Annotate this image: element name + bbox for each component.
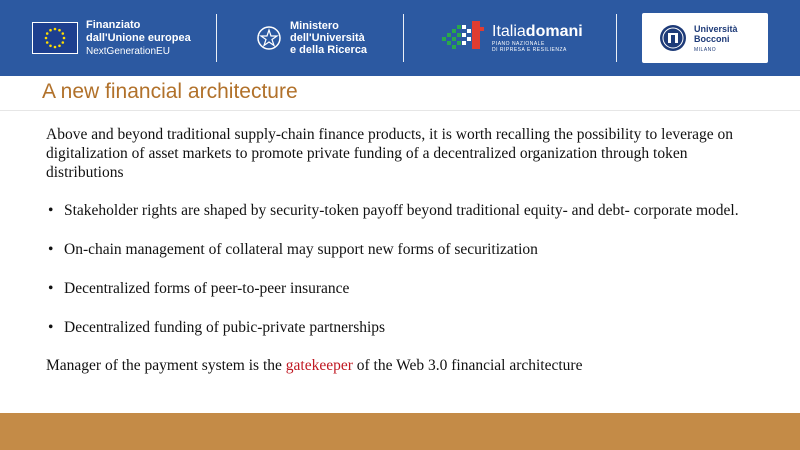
bullet-text: Decentralized funding of pubic-private partnerships <box>64 319 386 336</box>
gatekeeper-highlight: gatekeeper <box>285 357 353 374</box>
university-line1: Università <box>694 23 738 34</box>
list-item <box>46 318 766 337</box>
header-separator <box>616 14 617 62</box>
closing-text-after: of the Web 3.0 financial architecture <box>352 357 583 374</box>
eu-flag-icon <box>32 22 78 54</box>
closing-paragraph <box>46 356 766 375</box>
bullet-icon: • <box>48 241 54 258</box>
bullet-icon: • <box>48 202 54 219</box>
bullet-icon: • <box>48 280 54 297</box>
italian-emblem-icon <box>256 23 282 53</box>
bocconi-seal-icon <box>658 23 688 53</box>
ministry-line1: Ministero <box>290 20 339 32</box>
university-line2: Bocconi <box>694 33 730 44</box>
list-item <box>46 240 766 259</box>
closing-text-before: Manager of the payment system is the <box>46 357 286 374</box>
slide-body <box>46 125 766 375</box>
italiadomani-sub2: DI RIPRESA E RESILIENZA <box>492 47 567 53</box>
bullet-text: On-chain management of collateral may support new forms of securitization <box>64 241 538 258</box>
italiadomani-name-part2: domani <box>525 23 583 40</box>
italiadomani-logo <box>440 0 583 76</box>
list-item <box>46 201 766 220</box>
bullet-text: Stakeholder rights are shaped by security-token payoff beyond traditional equity- and debt- corporate model. <box>64 202 739 219</box>
title-divider <box>0 110 800 111</box>
footer-bar <box>0 413 800 450</box>
header-bar <box>0 0 800 76</box>
eu-line2: dall'Unione europea <box>86 31 191 44</box>
header-separator <box>403 14 404 62</box>
italiadomani-name <box>492 23 583 41</box>
header-separator <box>216 14 217 62</box>
italiadomani-name-part1: Italia <box>492 23 526 40</box>
list-item <box>46 279 766 298</box>
bocconi-logo <box>642 13 768 63</box>
bullet-text: Decentralized forms of peer-to-peer insurance <box>64 280 350 297</box>
ministry-line2: dell'Università <box>290 32 365 44</box>
eu-funding-logo <box>32 0 191 76</box>
slide-title: A new financial architecture <box>42 80 298 103</box>
italy-flag-mosaic-icon <box>440 17 488 59</box>
eu-line1: Finanziato <box>86 18 141 31</box>
intro-paragraph: Above and beyond traditional supply-chain finance products, it is worth recalling the possibility to leverage on digitalization of asset markets to promote private funding of a decentralized organization through token distributions <box>46 126 733 181</box>
ministry-logo <box>256 0 367 76</box>
italiadomani-sub1: PIANO NAZIONALE <box>492 41 545 47</box>
bullet-icon: • <box>48 319 54 336</box>
university-line3: MILANO <box>694 46 717 53</box>
eu-line3: NextGenerationEU <box>86 45 170 57</box>
ministry-line3: e della Ricerca <box>290 44 368 56</box>
bullet-list <box>46 201 766 337</box>
